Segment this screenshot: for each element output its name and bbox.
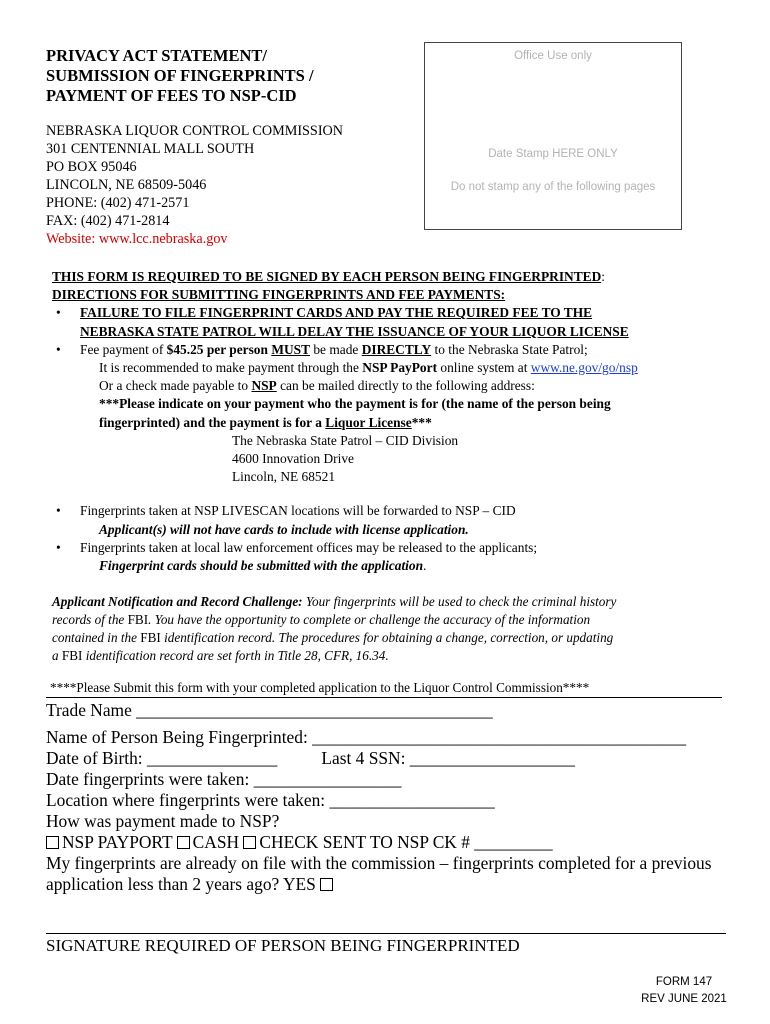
check-label[interactable]: CHECK SENT TO NSP CK # _________ [259,832,553,852]
bullet-icon: • [56,341,61,357]
form-number: FORM 147 [655,976,713,988]
dob-ssn-row [46,748,736,769]
on-file-line-2: application less than 2 years ago? YES [46,874,736,895]
title-line-3: PAYMENT OF FEES TO NSP-CID [46,86,297,105]
failure-bullet: • FAILURE TO FILE FINGERPRINT CARDS AND PAY THE REQUIRED FEE TO THE NEBRASKA STATE PATROL WILL DELAY THE ISSUANCE OF YOUR LIQUOR LICENSE [56,305,629,339]
livescan-note: Applicant(s) will not have cards to include with license application. [99,521,469,537]
payment-options [46,832,736,853]
form-id [640,974,728,1008]
ssn-field[interactable]: Last 4 SSN: ___________________ [321,748,575,768]
signature-line[interactable] [46,933,726,934]
dob-field[interactable]: Date of Birth: _______________ [46,748,278,768]
cash-checkbox[interactable] [177,836,190,849]
address-line: PO BOX 95046 [46,159,137,175]
mail-address-line: The Nebraska State Patrol – CID Division [232,432,459,448]
name-field[interactable]: Name of Person Being Fingerprinted: ___________________________________________ [46,727,687,747]
indicate-line-2: fingerprinted) and the payment is for a Liquor License*** [99,414,432,430]
do-not-stamp-label: Do not stamp any of the following pages [450,181,656,193]
address-line: PHONE: (402) 471-2571 [46,195,190,211]
website-link[interactable]: Website: www.lcc.nebraska.gov [46,231,228,247]
indicate-line-1: ***Please indicate on your payment who the payment is for (the name of the person being [99,396,611,412]
address-line: NEBRASKA LIQUOR CONTROL COMMISSION [46,123,344,139]
payport-line: It is recommended to make payment through the NSP PayPort online system at www.ne.gov/go/nsp [99,360,638,376]
check-line: Or a check made payable to NSP can be mailed directly to the following address: [99,378,535,394]
payport-link[interactable]: www.ne.gov/go/nsp [530,360,638,376]
address-line: 301 CENTENNIAL MALL SOUTH [46,141,255,157]
signature-label: SIGNATURE REQUIRED OF PERSON BEING FINGERPRINTED [46,936,520,955]
required-heading: THIS FORM IS REQUIRED TO BE SIGNED BY EACH PERSON BEING FINGERPRINTED: [52,269,605,284]
local-bullet: • Fingerprints taken at local law enforcement offices may be released to the applicants; [52,539,712,557]
check-checkbox[interactable] [243,836,256,849]
title-line-2: SUBMISSION OF FINGERPRINTS / [46,66,314,85]
livescan-bullet: • Fingerprints taken at NSP LIVESCAN locations will be forwarded to NSP – CID [52,502,712,520]
yes-checkbox[interactable] [320,878,333,891]
nsp-payport-label: NSP PAYPORT [62,832,177,852]
payment-question: How was payment made to NSP? [46,811,280,831]
office-use-label: Office Use only [514,50,592,62]
local-note: Fingerprint cards should be submitted with the application. [99,558,427,574]
directions-heading: DIRECTIONS FOR SUBMITTING FINGERPRINTS AND FEE PAYMENTS: [52,287,506,303]
date-taken-field[interactable]: Date fingerprints were taken: _________________ [46,769,402,789]
bullet-icon: • [56,539,61,555]
location-field[interactable]: Location where fingerprints were taken: ___________________ [46,790,495,810]
address-line: LINCOLN, NE 68509-5046 [46,177,207,193]
on-file-line-1: My fingerprints are already on file with the commission – fingerprints completed for a previous [46,853,712,873]
cash-label: CASH [192,832,244,852]
form-revision: REV JUNE 2021 [641,993,727,1005]
office-use-box [424,42,682,230]
mail-address-line: 4600 Innovation Drive [232,451,354,467]
address-line: FAX: (402) 471-2814 [46,213,170,229]
form-title [46,46,314,106]
title-line-1: PRIVACY ACT STATEMENT/ [46,46,267,65]
trade-name-field[interactable]: Trade Name _________________________________________ [46,700,493,720]
fee-bullet: • Fee payment of $45.25 per person MUST be made DIRECTLY to the Nebraska State Patrol; [52,341,712,359]
applicant-notification: Applicant Notification and Record Challenge: Your fingerprints will be used to check the criminal history records of the FBI. You have the opportunity to complete or challenge the accuracy of the information contained in the FBI identification record. The procedures for obtaining a change, correction, or updating a FBI identification record are set forth in Title 28, CFR, 16.34. [52,594,617,663]
agency-address [46,122,343,248]
submit-notice: ****Please Submit this form with your completed application to the Liquor Control Commission**** [46,680,722,698]
nsp-payport-checkbox[interactable] [46,836,59,849]
form-fields [46,700,736,895]
bullet-icon: • [56,503,61,519]
mail-address-line: Lincoln, NE 68521 [232,469,336,485]
instructions [52,268,712,575]
date-stamp-label: Date Stamp HERE ONLY [488,148,618,160]
bullet-icon: • [56,305,61,321]
